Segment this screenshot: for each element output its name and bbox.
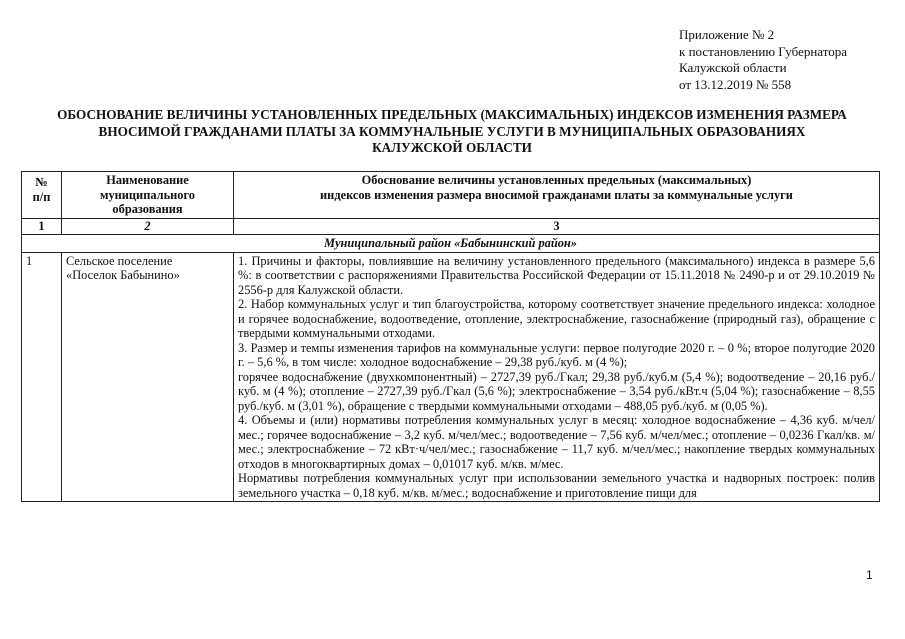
appendix-line: от 13.12.2019 № 558	[679, 76, 792, 92]
district-name: Муниципальный район «Бабынинский район»	[22, 234, 880, 252]
document-title	[22, 107, 882, 157]
column-number: 1	[22, 218, 62, 234]
justification-paragraph: 2. Набор коммунальных услуг и тип благоустройства, которому соответствует значение предельного индекса: холодное и горячее водоснабжение, водоотведение, отопление, электроснабжение, газоснабжение (природный газ), обращение с твердыми коммунальными отходами.	[238, 297, 875, 340]
appendix-line: Приложение № 2	[679, 27, 775, 42]
title-line: КАЛУЖСКОЙ ОБЛАСТИ	[372, 140, 532, 155]
justification-paragraph: 1. Причины и факторы, повлиявшие на величину установленного предельного (максимального) индекса в размере 5,6 %: в соответствии с распоряжениями Правительства Российской Федерации от 15.11.2018 № 2490-р и от 29.10.2019 № 2556-р для Калужской области.	[238, 253, 875, 297]
row-municipality: Сельское поселение «Поселок Бабынино»	[62, 252, 234, 502]
table-row	[22, 252, 880, 502]
header-number: № п/п	[22, 172, 62, 219]
district-row	[22, 234, 880, 252]
justification-paragraph: 4. Объемы и (или) нормативы потребления коммунальных услуг в месяц: холодное водоснабжение – 4,36 куб. м/чел/мес.; горячее водоснабжение – 3,2 куб. м/чел/мес.; водоотведение – 7,56 куб. м/чел/мес.; отопление – 0,0236 Гкал/кв. м/мес.; электроснабжение – 72 кВт·ч/чел/мес.; газоснабжение – 11,7 куб. м/чел/мес.; накопление твердых коммунальных отходов в многоквартирных домах – 0,01017 куб. м/кв. м/мес.	[238, 413, 875, 471]
table-header-row	[22, 172, 880, 219]
column-number: 2	[62, 218, 234, 234]
row-justification	[234, 252, 880, 502]
page-number: 1	[866, 568, 873, 582]
title-line: ВНОСИМОЙ ГРАЖДАНАМИ ПЛАТЫ ЗА КОММУНАЛЬНЫЕ УСЛУГИ В МУНИЦИПАЛЬНЫХ ОБРАЗОВАНИЯХ	[98, 123, 806, 139]
header-justification: Обоснование величины установленных предельных (максимальных) индексов изменения размера вносимой гражданами платы за коммунальные услуги	[234, 172, 880, 219]
column-number: 3	[234, 218, 880, 234]
justification-table	[21, 171, 880, 502]
column-number-row	[22, 218, 880, 234]
justification-paragraph: 3. Размер и темпы изменения тарифов на коммунальные услуги: первое полугодие 2020 г. – 0 %; второе полугодие 2020 г. – 5,6 %, в том числе: холодное водоснабжение – 29,38 руб./куб. м (4 %);	[238, 340, 875, 369]
appendix-line: Калужской области	[679, 60, 787, 75]
title-line: ОБОСНОВАНИЕ ВЕЛИЧИНЫ УСТАНОВЛЕННЫХ ПРЕДЕЛЬНЫХ (МАКСИМАЛЬНЫХ) ИНДЕКСОВ ИЗМЕНЕНИЯ РАЗМЕРА	[57, 107, 847, 122]
justification-paragraph: горячее водоснабжение (двухкомпонентный) – 2727,39 руб./Гкал; 29,38 руб./куб.м (5,4 %); водоотведение – 20,16 руб./куб. м (4 %); отопление – 2727,39 руб./Гкал (5,6 %); электроснабжение – 3,54 руб./кВт.ч (5,04 %); газоснабжение – 8,55 руб./куб. м (3,01 %), обращение с твердыми коммунальными отходами – 488,05 руб./куб. м (0,05 %).	[238, 369, 875, 413]
justification-paragraph: Нормативы потребления коммунальных услуг при использовании земельного участка и надворных построек: полив земельного участка – 0,18 куб. м/кв. м/мес.; водоснабжение и приготовление пищи для	[238, 471, 875, 500]
appendix-block	[679, 27, 847, 93]
appendix-line: к постановлению Губернатора	[679, 43, 848, 59]
header-municipality: Наименование муниципального образования	[62, 172, 234, 219]
row-number: 1	[22, 252, 62, 502]
